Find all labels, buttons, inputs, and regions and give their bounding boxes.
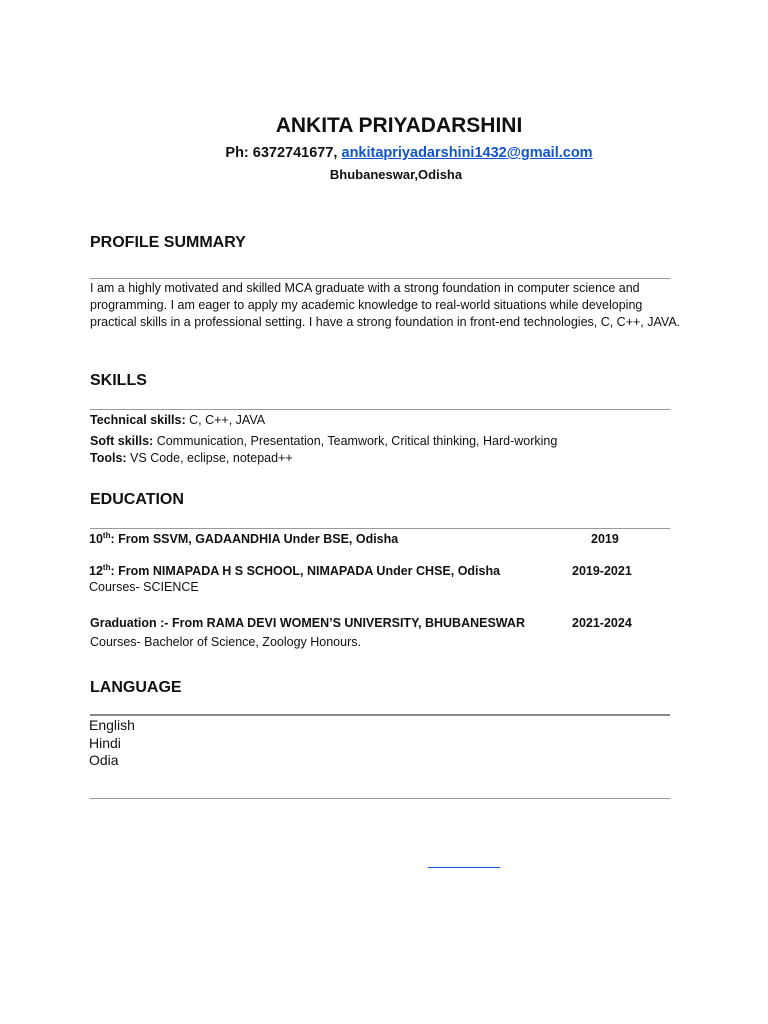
language-item: English (89, 717, 135, 733)
phone-text: Ph: 6372741677, (225, 145, 342, 161)
education-year: 2019 (591, 532, 619, 546)
soft-skills-label: Soft skills: (90, 434, 154, 448)
education-level: 10 (89, 532, 103, 546)
language-divider (90, 714, 670, 716)
tools-line (90, 450, 293, 467)
skills-heading: SKILLS (90, 372, 147, 389)
education-level: 12 (89, 564, 103, 578)
profile-summary-heading: PROFILE SUMMARY (90, 234, 246, 251)
education-courses: Courses- Bachelor of Science, Zoology Honours. (90, 635, 361, 649)
technical-skills-line (90, 412, 265, 429)
soft-skills-line (90, 433, 557, 450)
location-text: Bhubaneswar,Odisha (329, 167, 463, 182)
tools-value: VS Code, eclipse, notepad++ (126, 451, 293, 465)
tools-label: Tools: (90, 451, 127, 465)
contact-line (0, 145, 768, 161)
soft-skills-value: Communication, Presentation, Teamwork, Critical thinking, Hard-working (153, 434, 558, 448)
profile-line-1: I am a highly motivated and skilled MCA graduate with a strong foundation in computer science and (90, 281, 640, 295)
technical-skills-value: C, C++, JAVA (185, 413, 266, 427)
language-item: Hindi (89, 735, 121, 751)
education-item-12th (89, 564, 500, 578)
skills-divider (90, 409, 670, 410)
profile-line-3: practical skills in a professional setting. I have a strong foundation in front-end technologies, C, C++, JAVA. (90, 315, 681, 329)
technical-skills-label: Technical skills: (90, 413, 186, 427)
profile-divider (90, 278, 670, 279)
education-heading: EDUCATION (90, 491, 184, 508)
profile-line-2: programming. I am eager to apply my academic knowledge to real-world situations while developing (90, 298, 643, 312)
education-year: 2021-2024 (572, 616, 632, 630)
education-title: : From NIMAPADA H S SCHOOL, NIMAPADA Under CHSE, Odisha (110, 564, 501, 578)
education-title: : From SSVM, GADAANDHIA Under BSE, Odisha (110, 532, 399, 546)
candidate-name: ANKITA PRIYADARSHINI (275, 114, 523, 137)
education-divider (90, 528, 670, 529)
education-title: Graduation :- From RAMA DEVI WOMEN’S UNIVERSITY, BHUBANESWAR (90, 616, 525, 630)
language-heading: LANGUAGE (90, 679, 182, 696)
education-level-suffix: th (102, 530, 111, 540)
language-item: Odia (89, 752, 119, 768)
education-item-graduation (90, 616, 525, 630)
education-courses: Courses- SCIENCE (89, 580, 199, 594)
footer-divider (90, 798, 670, 799)
email-link[interactable]: ankitapriyadarshini1432@gmail.com (341, 145, 593, 161)
education-year: 2019-2021 (572, 564, 632, 578)
education-level-suffix: th (102, 562, 111, 572)
education-item-10th (89, 532, 398, 546)
empty-link-underline[interactable] (428, 867, 500, 868)
